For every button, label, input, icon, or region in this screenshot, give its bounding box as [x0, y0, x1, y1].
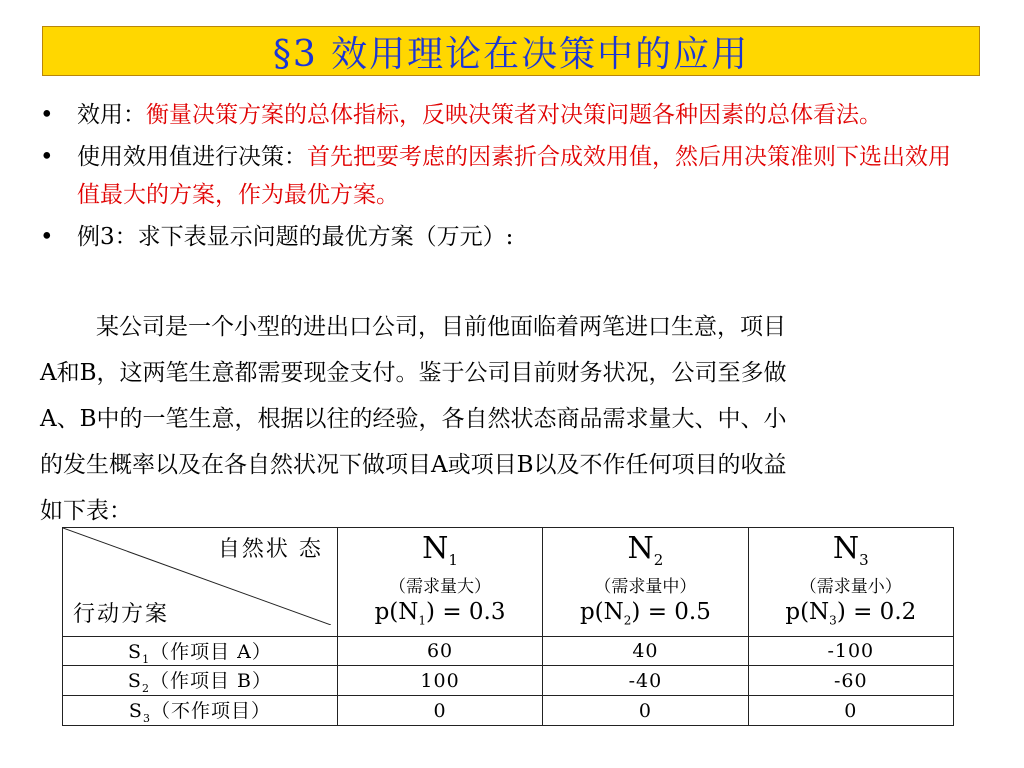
paragraph-line: 某公司是一个小型的进出口公司，目前他面临着两笔进口生意，项目 [96, 314, 786, 340]
bullet-label: 例3：求下表显示问题的最优方案（万元）: [77, 224, 514, 250]
state-probability: $p(N_3) = 0.2$ [785, 599, 917, 628]
paragraph-line: 如下表： [40, 498, 132, 524]
state-description: （需求量小） [799, 577, 902, 597]
state-description: （需求量大） [389, 577, 492, 597]
state-name: $N_1$ [422, 531, 458, 569]
corner-top-label: 自然状 态 [217, 537, 323, 562]
paragraph-line: 的发生概率以及在各自然状况下做项目A或项目B以及不作任何项目的收益 [40, 452, 787, 478]
paragraph-line: A、B中的一笔生意，根据以往的经验，各自然状态商品需求量大、中、小 [40, 406, 787, 432]
state-probability: $p(N_1) = 0.3$ [374, 599, 506, 628]
payoff-cell: 0 [543, 696, 748, 726]
table-row [63, 636, 954, 666]
paragraph-line: A和B，这两笔生意都需要现金支付。鉴于公司目前财务状况，公司至多做 [40, 360, 787, 386]
slide-title [42, 26, 980, 76]
table-row [63, 666, 954, 696]
state-header [337, 528, 542, 637]
action-label: $S_1$（作项目 A） [63, 636, 338, 666]
bullet-label: 使用效用值进行决策： [77, 144, 307, 170]
bullet-item [40, 138, 970, 214]
bullet-text: 首先把要考虑的因素折合成效用值，然后用决策准则下选出效用值最大的方案，作为最优方案。 [77, 144, 951, 208]
state-name: $N_2$ [627, 531, 664, 569]
payoff-cell: 40 [543, 636, 748, 666]
payoff-cell: 60 [337, 636, 542, 666]
payoff-cell: -40 [543, 666, 748, 696]
payoff-cell: 0 [337, 696, 542, 726]
bullet-dot-icon: • [40, 102, 54, 128]
bullet-dot-icon: • [40, 144, 54, 170]
corner-bottom-label: 行动方案 [73, 601, 170, 627]
bullet-item [40, 218, 970, 256]
action-label: $S_2$（作项目 B） [63, 666, 338, 696]
slide-title-text: §3 效用理论在决策中的应用 [272, 33, 750, 75]
payoff-cell: -60 [748, 666, 953, 696]
state-name: $N_3$ [832, 531, 869, 569]
example-paragraph [40, 304, 964, 534]
payoff-table [62, 527, 954, 726]
bullet-list [40, 96, 970, 260]
bullet-label: 效用： [77, 102, 146, 128]
state-header [748, 528, 953, 637]
state-header [543, 528, 748, 637]
table-row [63, 696, 954, 726]
bullet-dot-icon: • [40, 224, 54, 250]
state-probability: $p(N_2) = 0.5$ [579, 599, 711, 628]
action-label: $S_3$（不作项目） [63, 696, 338, 726]
payoff-cell: -100 [748, 636, 953, 666]
state-description: （需求量中） [594, 577, 697, 597]
payoff-cell: 100 [337, 666, 542, 696]
bullet-item [40, 96, 970, 134]
table-corner-header [63, 528, 338, 637]
bullet-text: 衡量决策方案的总体指标，反映决策者对决策问题各种因素的总体看法。 [146, 102, 882, 128]
payoff-cell: 0 [748, 696, 953, 726]
